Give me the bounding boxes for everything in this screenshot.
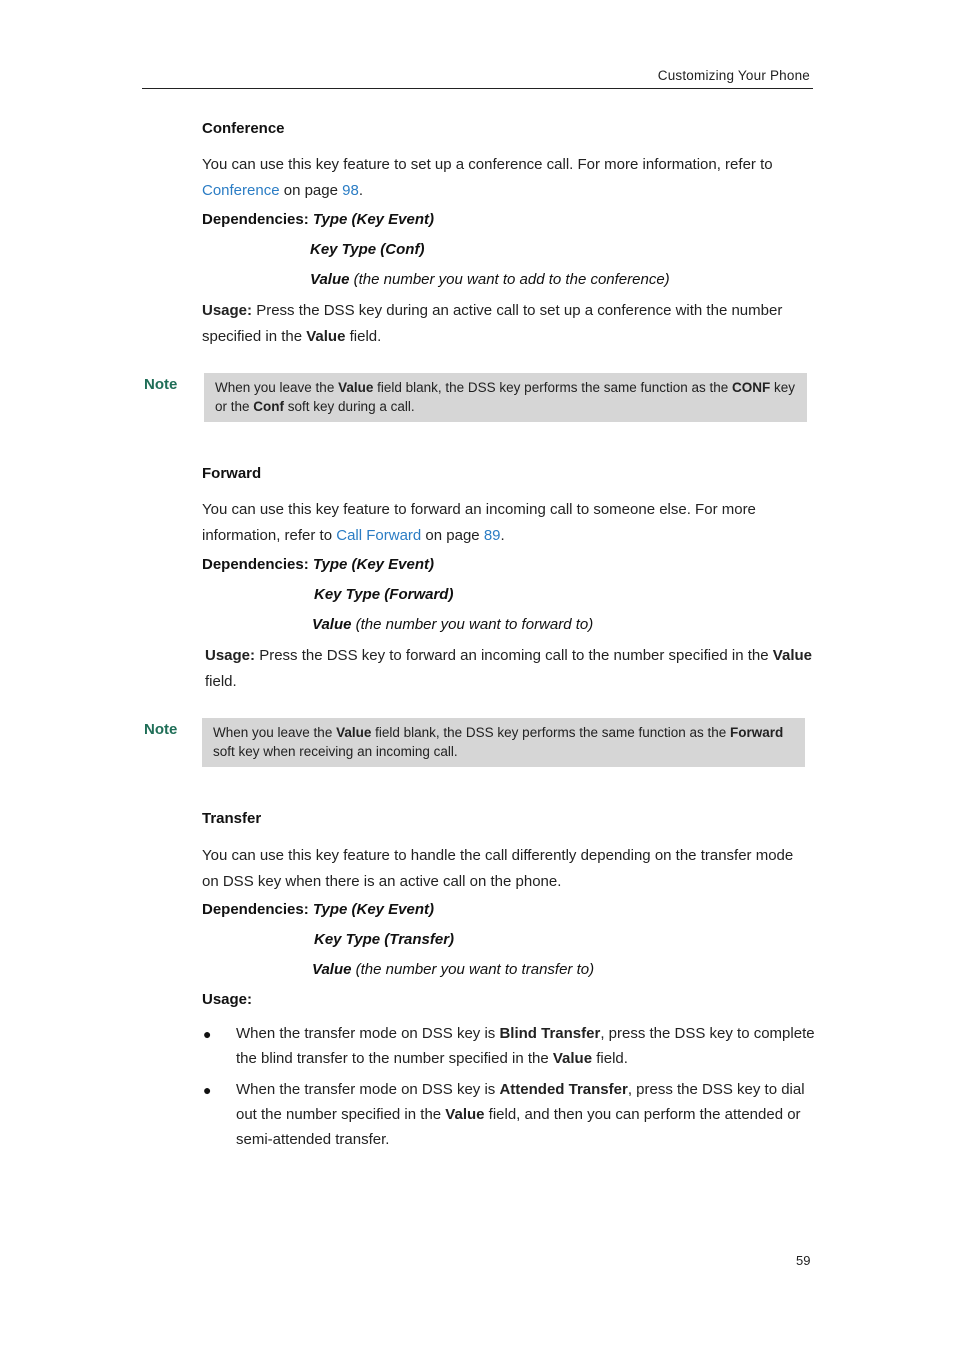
conference-intro: You can use this key feature to set up a conference call. For more information, refer to Conference on page 98.: [202, 156, 773, 199]
transfer-key-type: Key Type (Transfer): [314, 931, 455, 948]
transfer-bullet-blind: When the transfer mode on DSS key is Blind Transfer, press the DSS key to complete the blind transfer to the number specified in the Value field.: [236, 1025, 815, 1067]
page-number: 59: [796, 1253, 811, 1268]
header-divider: [142, 88, 813, 89]
conference-dependencies: Dependencies: Type (Key Event): [202, 211, 435, 228]
conference-key-type: Key Type (Conf): [310, 241, 425, 258]
bullet-icon: ●: [203, 1026, 212, 1042]
transfer-value: Value (the number you want to transfer to): [312, 961, 595, 978]
forward-value: Value (the number you want to forward to): [312, 616, 594, 633]
section-heading-conference: Conference: [202, 120, 285, 137]
bullet-icon: ●: [203, 1082, 212, 1098]
note-label-conference: Note: [144, 376, 178, 393]
forward-dependencies: Dependencies: Type (Key Event): [202, 556, 435, 573]
conference-value: Value (the number you want to add to the conference): [310, 271, 670, 288]
transfer-usage-label: Usage:: [202, 991, 253, 1008]
note-box-conference: When you leave the Value field blank, the DSS key performs the same function as the CONF key or the Conf soft key during a call.: [204, 373, 807, 422]
transfer-bullet-attended: When the transfer mode on DSS key is Attended Transfer, press the DSS key to dial out the number specified in the Value field, and then you can perform the attended or semi-attended transfer.: [236, 1081, 805, 1148]
conference-usage: Usage: Press the DSS key during an active call to set up a conference with the number specified in the Value field.: [202, 302, 783, 345]
call-forward-link[interactable]: Call Forward: [336, 526, 422, 544]
conference-link[interactable]: Conference: [202, 181, 280, 199]
transfer-intro: You can use this key feature to handle the call differently depending on the transfer mode on DSS key when there is an active call on the phone.: [202, 847, 794, 890]
section-heading-transfer: Transfer: [202, 810, 262, 827]
transfer-dependencies: Dependencies: Type (Key Event): [202, 901, 435, 918]
note-label-forward: Note: [144, 721, 178, 738]
forward-page-link[interactable]: 89: [483, 526, 501, 544]
forward-intro: You can use this key feature to forward an incoming call to someone else. For more information, refer to Call Forward on page 89.: [202, 501, 756, 544]
forward-key-type: Key Type (Forward): [314, 586, 454, 603]
note-box-forward: When you leave the Value field blank, the DSS key performs the same function as the Forward soft key when receiving an incoming call.: [202, 718, 805, 767]
page-header-title: Customizing Your Phone: [657, 68, 810, 83]
section-heading-forward: Forward: [202, 465, 262, 482]
conference-page-link[interactable]: 98: [342, 181, 359, 199]
forward-usage: Usage: Press the DSS key to forward an incoming call to the number specified in the Value field.: [205, 647, 812, 690]
